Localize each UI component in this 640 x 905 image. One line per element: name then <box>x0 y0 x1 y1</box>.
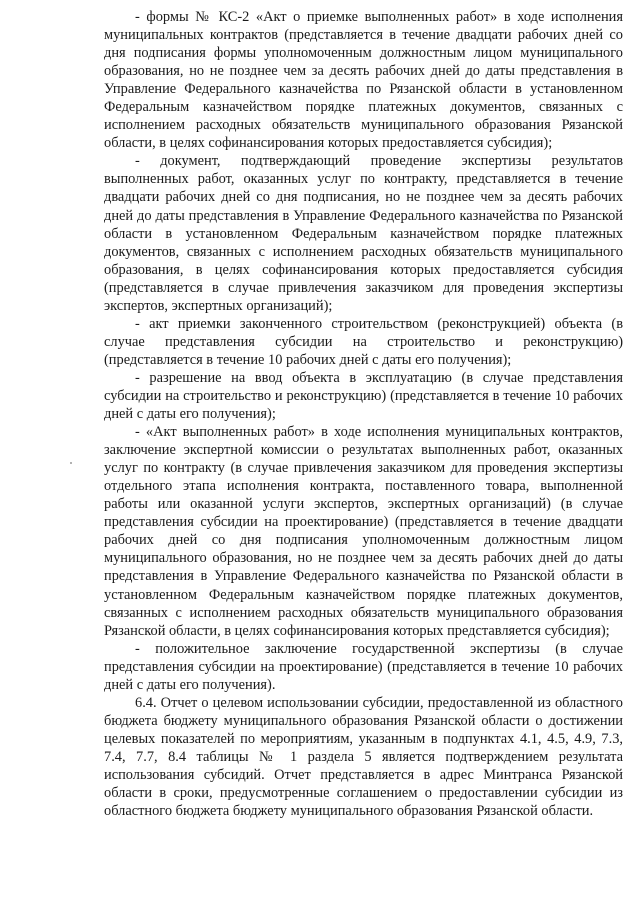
document-body <box>104 8 623 820</box>
paragraph-commissioning-permit: - разрешение на ввод объекта в эксплуатацию (в случае представления субсидии на строительство и реконструкцию) (представляется в течение 10 рабочих дней с даты его получения); <box>104 369 623 423</box>
paragraph-state-expertise: - положительное заключение государственной экспертизы (в случае представления субсидии на проектирование) (представляется в течение 10 рабочих дней с даты его получения). <box>104 640 623 693</box>
scan-speck <box>70 462 72 464</box>
paragraph-ks2-form: - формы № КС-2 «Акт о приемке выполненных работ» в ходе исполнения муниципальных контрактов (представляется в течение двадцати рабочих дней со дня подписания формы уполномоченным должностным лицом муниципального образования, но не позднее чем за десять рабочих дней до даты представления в Управление Федерального казначейства по Рязанской области в установленном Федеральным казначейством порядке платежных документов, связанных с исполнением расходных обязательств муниципального образования Рязанской области, в целях софинансирования которых предоставляется субсидия); <box>104 9 623 152</box>
paragraph-section-6-4: 6.4. Отчет о целевом использовании субсидии, предоставленной из областного бюджета бюджету муниципального образования Рязанской области о достижении целевых показателей по мероприятиям, указанным в подпунктах 4.1, 4.5, 4.9, 7.3, 7.4, 7.7, 8.4 таблицы № 1 раздела 5 является подтверждением результата использования субсидий. Отчет представляется в адрес Минтранса Рязанской области в сроки, предусмотренные соглашением о предоставлении субсидии из областного бюджета бюджету муниципального образования Рязанской области. <box>104 694 623 820</box>
paragraph-completed-works-act: - «Акт выполненных работ» в ходе исполнения муниципальных контрактов, заключение экспертной комиссии о результатах выполненных работ, оказанных услуг по контракту (в случае привлечения заказчиком для проведения экспертизы отдельного этапа исполнения контракта, поставленного товара, выполненной работы или оказанной услуги экспертов, экспертных организаций) (в случае представления субсидии на проектирование) (представляется в течение двадцати рабочих дней со дня подписания уполномоченным должностным лицом муниципального образования, но не позднее чем за десять рабочих дней до даты представления в Управление Федерального казначейства по Рязанской области в установленном Федеральным казначейством порядке платежных документов, связанных с исполнением расходных обязательств муниципального образования Рязанской области, в целях софинансирования которых представляется субсидия); <box>104 424 623 639</box>
paragraph-expertise-document: - документ, подтверждающий проведение экспертизы результатов выполненных работ, оказанных услуг по контракту, представляется в течение двадцати рабочих дней со дня подписания, но не позднее чем за десять рабочих дней до даты представления в Управление Федерального казначейства по Рязанской области в установленном Федеральным казначейством порядке платежных документов, связанных с исполнением расходных обязательств муниципального образования, в целях софинансирования которых предоставляется субсидия (представляется в случае привлечения заказчиком для проведения экспертизы экспертов, экспертных организаций); <box>104 153 623 314</box>
paragraph-acceptance-act: - акт приемки законченного строительством (реконструкцией) объекта (в случае представления субсидии на строительство и реконструкцию) (представляется в течение 10 рабочих дней с даты его получения); <box>104 315 623 368</box>
